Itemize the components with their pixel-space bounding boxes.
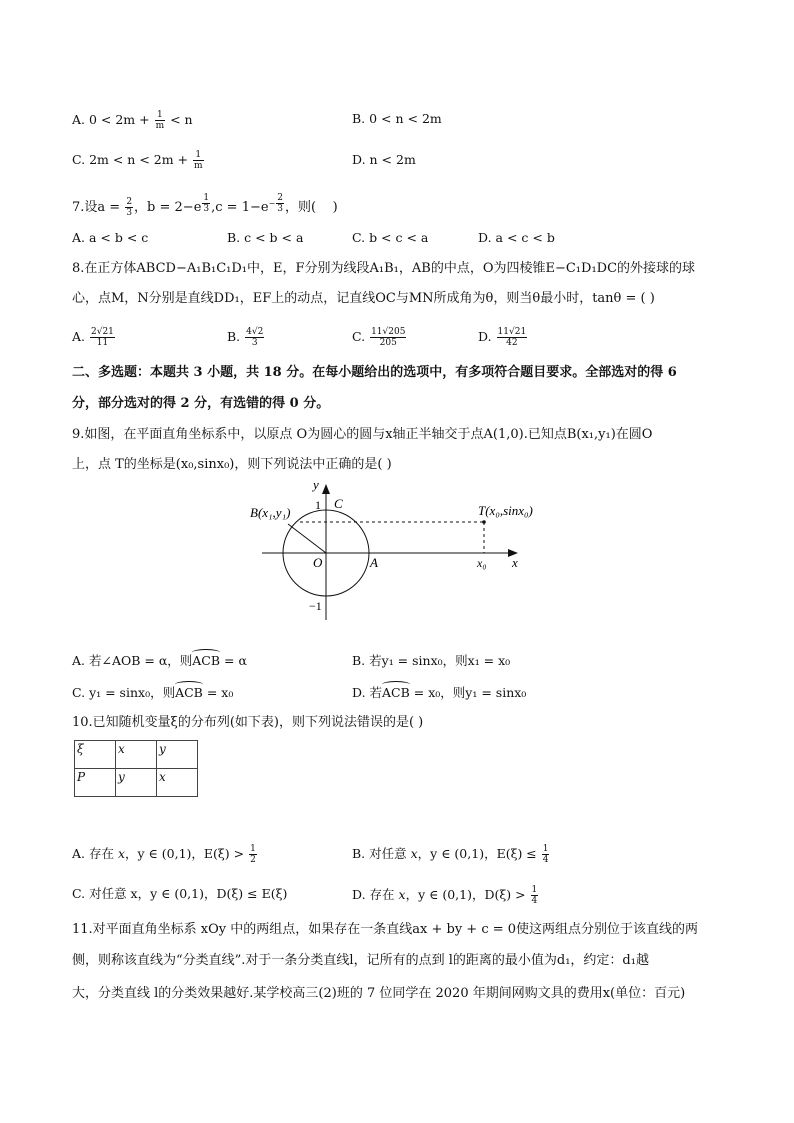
q8-line-2: 心，点M，N分别是直线DD₁，EF上的动点，记直线OC与MN所成角为θ，则当θ最小时，tanθ = ( ) — [72, 291, 655, 306]
section2-line-2: 分，部分选对的得 2 分，有选错的得 0 分。 — [72, 396, 330, 411]
q9-line-2: 上，点 T的坐标是(x₀,sinx₀)，则下列说法中正确的是( ) — [72, 457, 392, 472]
q10-option-c: C. 对任意 x，y ∈ (0,1)，D(ξ) ≤ E(ξ) — [72, 886, 288, 901]
q11-line-3: 大，分类直线 l的分类效果越好.某学校高三(2)班的 7 位同学在 2020 年期间网购文具的费用x(单位：百元) — [72, 986, 686, 1001]
label-x: x — [512, 555, 518, 570]
label-c: C — [334, 496, 343, 511]
q8-option-b: B. $\frac{4√2}{3}$ — [227, 327, 264, 348]
section2-line-1: 二、多选题：本题共 3 小题，共 18 分。在每小题给出的选项中，有多项符合题目要求。全部选对的得 6 — [72, 365, 677, 380]
label-b: B(x₁,y₁) — [250, 505, 291, 520]
q8-option-c: C. $\frac{11√205}{205}$ — [352, 327, 406, 348]
table-cell: ξ — [75, 741, 116, 769]
q11-line-2: 侧，则称该直线为“分类直线”.对于一条分类直线l，记所有的点到 l的距离的最小值为d₁，约定：d₁越 — [72, 953, 649, 968]
point-t — [482, 520, 486, 524]
q6-option-a: A. 0 < 2m + $\frac{1}{m}$ < n — [72, 110, 193, 131]
q8-option-a: A. $\frac{2√21}{11}$ — [72, 327, 114, 348]
q7-option-d: D. a < c < b — [478, 230, 555, 245]
q7-option-a: A. a < b < c — [72, 230, 149, 245]
q8-line-1: 8.在正方体ABCD−A₁B₁C₁D₁中，E，F分别为线段A₁B₁，AB的中点，O为四棱锥E−C₁D₁DC的外接球的球 — [72, 261, 696, 276]
table-cell: y — [157, 741, 198, 769]
q7-option-c: C. b < c < a — [352, 230, 429, 245]
table-cell: P — [75, 769, 116, 797]
table-row — [75, 769, 198, 797]
q10-option-a: A. 存在 x，y ∈ (0,1)，E(ξ) > $\frac{1}{2}$ — [72, 844, 256, 865]
q9-option-c: C. y₁ = sinx₀，则ACB = x₀ — [72, 685, 234, 700]
label-minus-one: −1 — [309, 599, 322, 613]
label-o: O — [313, 555, 323, 570]
table-cell: x — [116, 741, 157, 769]
label-y: y — [313, 477, 319, 492]
q9-option-a: A. 若∠AOB = α，则ACB = α — [72, 653, 247, 668]
radius-ob — [288, 524, 326, 553]
q9-option-b: B. 若y₁ = sinx₀，则x₁ = x₀ — [352, 653, 511, 668]
q11-line-1: 11.对平面直角坐标系 xOy 中的两组点，如果存在一条直线ax + by + c = 0使这两组点分别位于该直线的两 — [72, 922, 699, 937]
q10-option-b: B. 对任意 x，y ∈ (0,1)，E(ξ) ≤ $\frac{1}{4}$ — [352, 844, 549, 865]
q9-option-d: D. 若ACB = x₀，则y₁ = sinx₀ — [352, 685, 527, 700]
label-x0: x₀ — [477, 556, 487, 570]
y-axis-arrow — [322, 484, 330, 494]
distribution-table — [74, 740, 198, 797]
q7-option-b: B. c < b < a — [227, 230, 304, 245]
q6-option-c: C. 2m < n < 2m + $\frac{1}{m}$ — [72, 150, 203, 171]
table-cell: y — [116, 769, 157, 797]
q6-option-b: B. 0 < n < 2m — [352, 111, 442, 126]
label-a: A — [370, 555, 378, 570]
q7-stem: 7.设a = $\frac{2}{3}$ ，b = 2−e $^{\frac{1}{3}}$ $,c = 1-e^{- \frac{2}{3}}$ ，则( ) — [72, 193, 338, 218]
q6-option-d: D. n < 2m — [352, 152, 416, 167]
table-row — [75, 741, 198, 769]
q10-option-d: D. 存在 x，y ∈ (0,1)，D(ξ) > $\frac{1}{4}$ — [352, 885, 538, 906]
q8-option-d: D. $\frac{11√21}{42}$ — [478, 327, 527, 348]
label-t: T(x₀,sinx₀) — [478, 503, 533, 518]
q9-line-1: 9.如图，在平面直角坐标系中，以原点 O为圆心的圆与x轴正半轴交于点A(1,0).已知点B(x₁,y₁)在圆O — [72, 427, 653, 442]
label-one: 1 — [315, 498, 321, 512]
q10-stem: 10.已知随机变量ξ的分布列(如下表)，则下列说法错误的是( ) — [72, 715, 424, 730]
table-cell: x — [157, 769, 198, 797]
